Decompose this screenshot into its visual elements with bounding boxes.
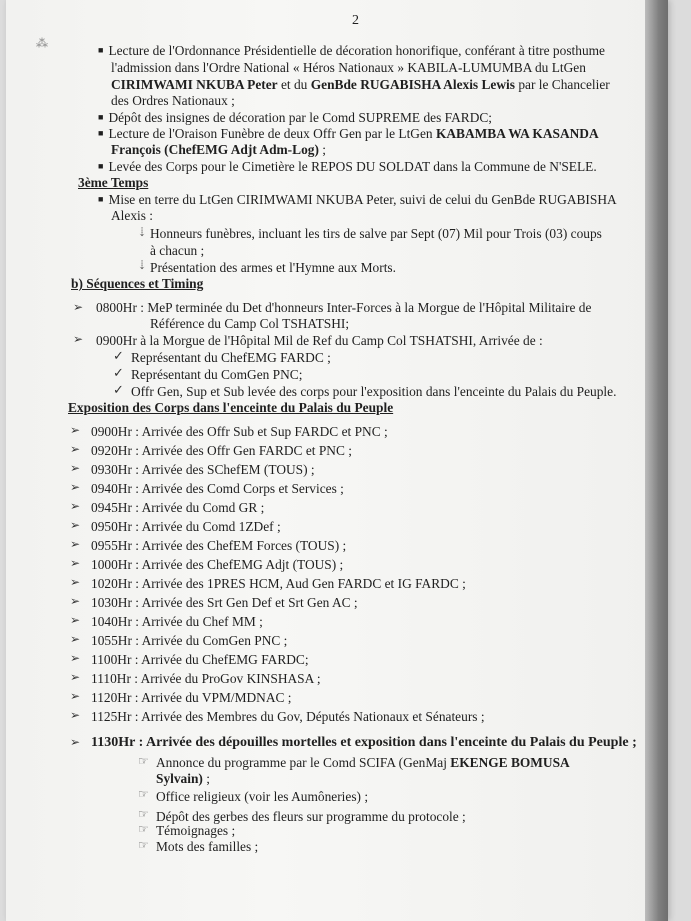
final-text: : Arrivée des dépouilles mortelles et exposition dans l'enceinte du Palais du Peuple ; (135, 735, 637, 750)
hand-pointer-icon: ☞ (138, 838, 149, 852)
section-heading: b) Séquences et Timing (71, 276, 204, 291)
timeline-item: 1030Hr : Arrivée des Srt Gen Def et Srt Gen AC ; (91, 595, 358, 610)
arrow-bullet-icon: ➢ (73, 332, 84, 346)
timeline-item: 0940Hr : Arrivée des Comd Corps et Services ; (91, 481, 344, 496)
final-item: Mots des familles ; (156, 839, 259, 854)
check-icon: ✓ (113, 348, 124, 363)
text-line: Alexis : (111, 208, 154, 223)
final-item: Office religieux (voir les Aumôneries) ; (156, 789, 369, 804)
arrow-bullet-icon: ⇣ (137, 225, 148, 239)
document-page (6, 0, 668, 921)
final-item (156, 755, 570, 771)
name-bold: KABAMBA WA KASANDA (435, 126, 599, 141)
timeline-item-final (91, 735, 637, 751)
page-edge (645, 0, 668, 921)
final-item: Témoignages ; (156, 823, 236, 838)
text-fragment: ; (202, 771, 210, 786)
hand-pointer-icon: ☞ (138, 822, 149, 836)
stray-mark: ⁂ (36, 36, 48, 50)
text-line: Offr Gen, Sup et Sub levée des corps pour l'exposition dans l'enceinte du Palais du Peuple. (131, 384, 617, 399)
arrow-bullet-icon: ➢ (70, 632, 81, 646)
text-line: Dépôt des insignes de décoration par le Comd SUPREME des FARDC; (108, 110, 493, 125)
text-line: 0800Hr : MeP terminée du Det d'honneurs Inter-Forces à la Morgue de l'Hôpital Militaire de (96, 300, 592, 315)
bullet-item (98, 110, 492, 127)
text-line: Référence du Camp Col TSHATSHI; (150, 316, 350, 331)
arrow-bullet-icon: ➢ (70, 651, 81, 665)
bullet-item (98, 126, 599, 143)
name-bold: François (ChefEMG Adjt Adm-Log) (111, 142, 319, 157)
arrow-bullet-icon: ➢ (70, 423, 81, 437)
text-fragment: ; (318, 142, 326, 157)
timeline-item: 1110Hr : Arrivée du ProGov KINSHASA ; (91, 671, 321, 686)
text-fragment: Annonce du programme par le Comd SCIFA (GenMaj (156, 755, 451, 770)
timeline-item: 1000Hr : Arrivée des ChefEMG Adjt (TOUS) ; (91, 557, 344, 572)
arrow-bullet-icon: ➢ (70, 689, 81, 703)
bullet-item (98, 159, 597, 176)
arrow-bullet-icon: ➢ (70, 613, 81, 627)
timeline-item: 1100Hr : Arrivée du ChefEMG FARDC; (91, 652, 309, 667)
arrow-bullet-icon: ➢ (70, 594, 81, 608)
timeline-item: 0900Hr : Arrivée des Offr Sub et Sup FARDC et PNC ; (91, 424, 388, 439)
square-bullet-icon: ■ (98, 194, 104, 204)
text-fragment: par le Chancelier (514, 77, 610, 92)
arrow-bullet-icon: ➢ (73, 300, 84, 314)
timeline-item: 0920Hr : Arrivée des Offr Gen FARDC et PNC ; (91, 443, 352, 458)
name-bold: CIRIMWAMI NKUBA Peter (111, 77, 278, 92)
section-heading: Exposition des Corps dans l'enceinte du Palais du Peuple (68, 400, 394, 415)
name-bold: GenBde RUGABISHA Alexis Lewis (310, 77, 515, 92)
square-bullet-icon: ■ (98, 45, 104, 55)
name-bold: Sylvain) (156, 771, 203, 786)
timeline-item: 1020Hr : Arrivée des 1PRES HCM, Aud Gen FARDC et IG FARDC ; (91, 576, 466, 591)
timeline-item: 0945Hr : Arrivée du Comd GR ; (91, 500, 265, 515)
text-line: Représentant du ComGen PNC; (131, 367, 303, 382)
hand-pointer-icon: ☞ (138, 787, 149, 801)
hand-pointer-icon: ☞ (138, 754, 149, 768)
bullet-item (98, 43, 605, 60)
arrow-bullet-icon: ⇣ (137, 258, 148, 272)
timeline-item: 1055Hr : Arrivée du ComGen PNC ; (91, 633, 288, 648)
text-line: à chacun ; (150, 243, 205, 258)
text-fragment: Lecture de l'Oraison Funèbre de deux Offr Gen par le LtGen (108, 126, 436, 141)
arrow-bullet-icon: ➢ (70, 575, 81, 589)
check-icon: ✓ (113, 382, 124, 397)
check-icon: ✓ (113, 365, 124, 380)
hand-pointer-icon: ☞ (138, 807, 149, 821)
arrow-bullet-icon: ➢ (70, 708, 81, 722)
text-line: des Ordres Nationaux ; (111, 93, 235, 108)
text-line (156, 771, 210, 787)
text-line: Honneurs funèbres, incluant les tirs de salve par Sept (07) Mil pour Trois (03) coups (150, 226, 602, 241)
arrow-bullet-icon: ➢ (70, 499, 81, 513)
text-line: l'admission dans l'Ordre National « Héros Nationaux » KABILA-LUMUMBA du LtGen (111, 60, 586, 75)
text-line: Présentation des armes et l'Hymne aux Morts. (150, 260, 396, 275)
final-time: 1130Hr (91, 735, 136, 750)
timeline-item: 0955Hr : Arrivée des ChefEM Forces (TOUS) ; (91, 538, 347, 553)
section-heading: 3ème Temps (78, 175, 149, 190)
square-bullet-icon: ■ (98, 161, 104, 171)
timeline-item: 0930Hr : Arrivée des SChefEM (TOUS) ; (91, 462, 315, 477)
arrow-bullet-icon: ➢ (70, 518, 81, 532)
bullet-item (98, 192, 617, 209)
arrow-bullet-icon: ➢ (70, 537, 81, 551)
timeline-item: 1125Hr : Arrivée des Membres du Gov, Députés Nationaux et Sénateurs ; (91, 709, 485, 724)
arrow-bullet-icon: ➢ (70, 480, 81, 494)
text-line: Lecture de l'Ordonnance Présidentielle de décoration honorifique, conférant à titre posthume (108, 43, 605, 58)
text-line: Représentant du ChefEMG FARDC ; (131, 350, 331, 365)
final-item: Dépôt des gerbes des fleurs sur programme du protocole ; (156, 809, 466, 824)
square-bullet-icon: ■ (98, 128, 104, 138)
name-bold: EKENGE BOMUSA (450, 755, 570, 770)
text-fragment: et du (277, 77, 311, 92)
arrow-bullet-icon: ➢ (70, 442, 81, 456)
arrow-bullet-icon: ➢ (70, 461, 81, 475)
page-number: 2 (352, 13, 359, 28)
text-line: Levée des Corps pour le Cimetière le REPOS DU SOLDAT dans la Commune de N'SELE. (108, 159, 597, 174)
text-line (111, 142, 326, 158)
square-bullet-icon: ■ (98, 112, 104, 122)
text-line: 0900Hr à la Morgue de l'Hôpital Mil de Ref du Camp Col TSHATSHI, Arrivée de : (96, 333, 543, 348)
arrow-bullet-icon: ➢ (70, 556, 81, 570)
timeline-item: 0950Hr : Arrivée du Comd 1ZDef ; (91, 519, 281, 534)
arrow-bullet-icon: ➢ (70, 735, 81, 749)
timeline-item: 1120Hr : Arrivée du VPM/MDNAC ; (91, 690, 292, 705)
text-line: Mise en terre du LtGen CIRIMWAMI NKUBA Peter, suivi de celui du GenBde RUGABISHA (108, 192, 617, 207)
timeline-item: 1040Hr : Arrivée du Chef MM ; (91, 614, 263, 629)
arrow-bullet-icon: ➢ (70, 670, 81, 684)
text-line (111, 77, 610, 93)
